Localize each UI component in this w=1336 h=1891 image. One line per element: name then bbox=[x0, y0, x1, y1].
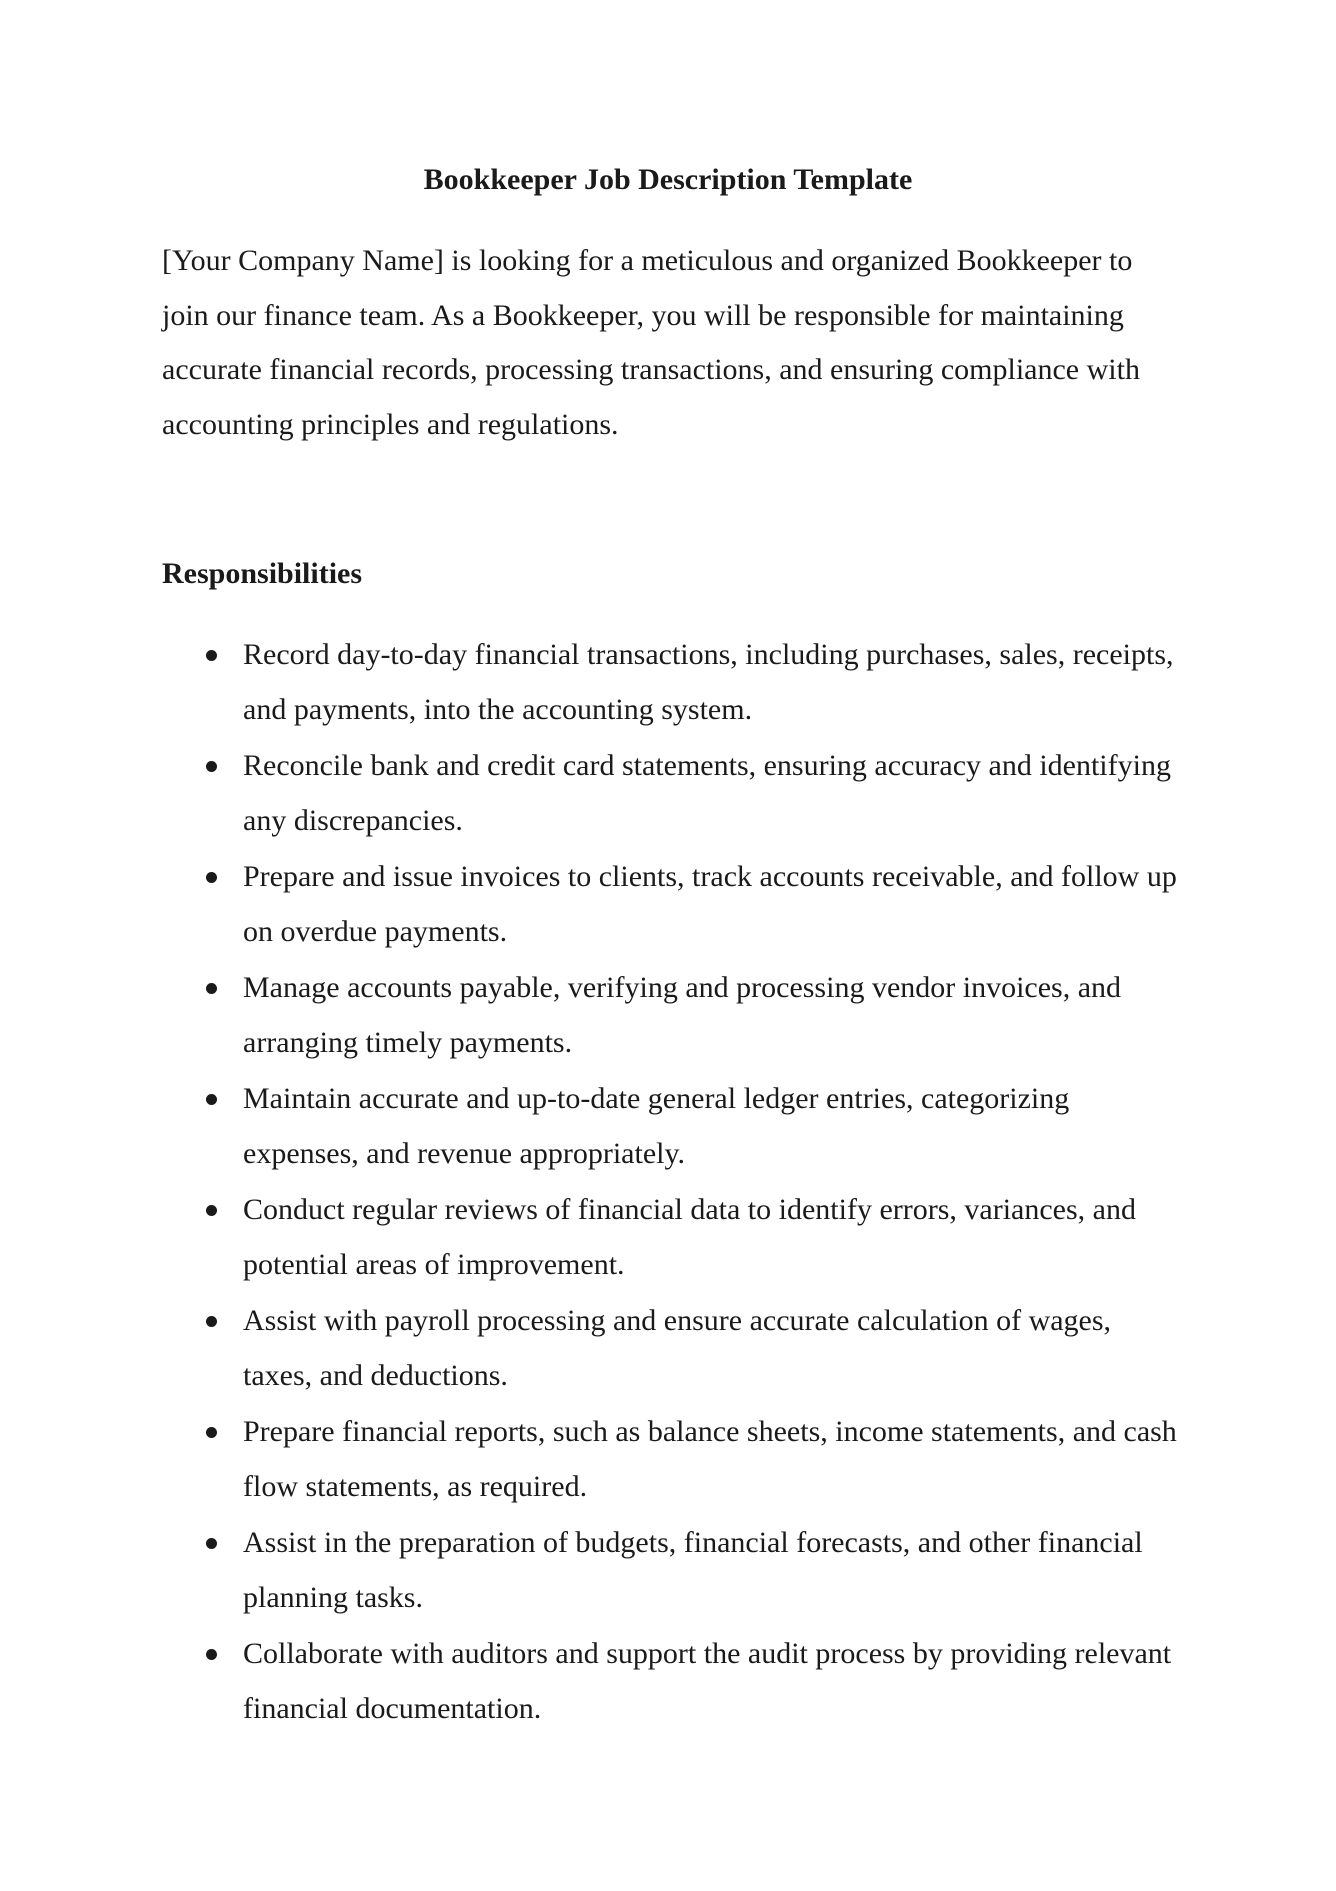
list-item-text: Conduct regular reviews of financial data to identify errors, variances, and potential areas of improvement. bbox=[243, 1193, 1136, 1281]
list-item bbox=[243, 628, 1183, 737]
bullet-icon bbox=[206, 983, 217, 994]
list-item-text: Collaborate with auditors and support the audit process by providing relevant financial documentation. bbox=[243, 1637, 1172, 1725]
list-item bbox=[243, 1183, 1183, 1292]
list-item-text: Reconcile bank and credit card statements, ensuring accuracy and identifying any discrepancies. bbox=[243, 749, 1171, 837]
list-item bbox=[243, 1072, 1183, 1181]
bullet-icon bbox=[206, 1538, 217, 1549]
bullet-icon bbox=[206, 1649, 217, 1660]
list-item-text: Prepare financial reports, such as balance sheets, income statements, and cash flow statements, as required. bbox=[243, 1415, 1177, 1503]
bullet-icon bbox=[206, 1094, 217, 1105]
list-item-text: Assist with payroll processing and ensure accurate calculation of wages, taxes, and deductions. bbox=[243, 1304, 1112, 1392]
list-item bbox=[243, 1516, 1183, 1625]
bullet-icon bbox=[206, 872, 217, 883]
responsibilities-heading: Responsibilities bbox=[162, 557, 363, 590]
bullet-icon bbox=[206, 761, 217, 772]
intro-paragraph: [Your Company Name] is looking for a meticulous and organized Bookkeeper to join our finance team. As a Bookkeeper, you will be responsible for maintaining accurate financial records, processing transactions, and ensuring compliance with accounting principles and regulations. bbox=[162, 244, 1140, 441]
list-item bbox=[243, 961, 1183, 1070]
responsibilities-list bbox=[243, 628, 1183, 1738]
list-item bbox=[243, 1405, 1183, 1514]
list-item bbox=[243, 739, 1183, 848]
list-item bbox=[243, 1294, 1183, 1403]
bullet-icon bbox=[206, 1316, 217, 1327]
list-item bbox=[243, 1627, 1183, 1736]
list-item-text: Assist in the preparation of budgets, financial forecasts, and other financial planning tasks. bbox=[243, 1526, 1143, 1614]
bullet-icon bbox=[206, 1205, 217, 1216]
list-item-text: Record day-to-day financial transactions, including purchases, sales, receipts, and payments, into the accounting system. bbox=[243, 638, 1174, 726]
list-item-text: Prepare and issue invoices to clients, track accounts receivable, and follow up on overdue payments. bbox=[243, 860, 1177, 948]
list-item-text: Manage accounts payable, verifying and processing vendor invoices, and arranging timely payments. bbox=[243, 971, 1122, 1059]
list-item bbox=[243, 850, 1183, 959]
bullet-icon bbox=[206, 650, 217, 661]
bullet-icon bbox=[206, 1427, 217, 1438]
list-item-text: Maintain accurate and up-to-date general ledger entries, categorizing expenses, and revenue appropriately. bbox=[243, 1082, 1070, 1170]
document-title: Bookkeeper Job Description Template bbox=[423, 163, 913, 196]
